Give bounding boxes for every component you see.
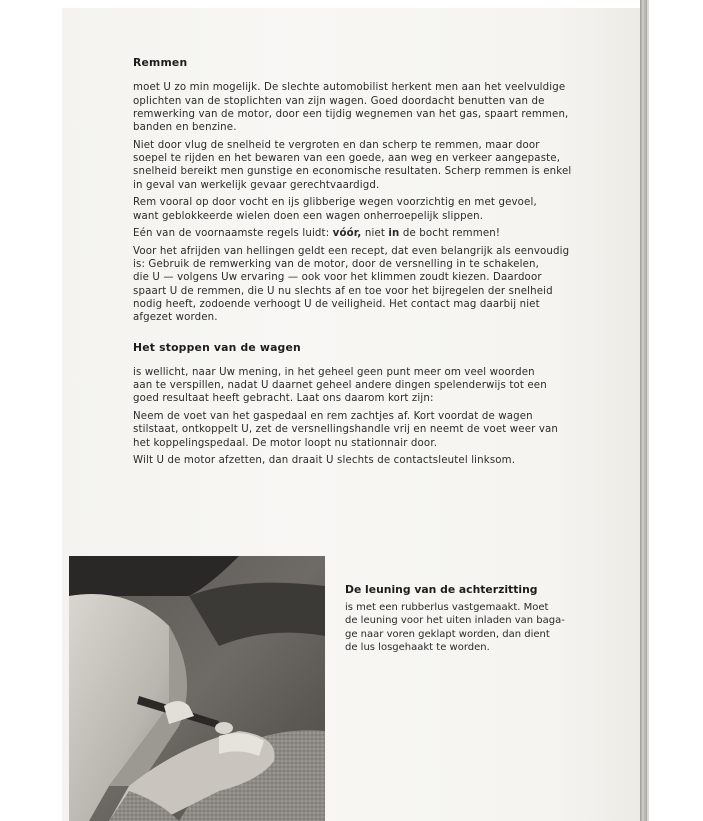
main-text: [133, 56, 593, 472]
text-line: snelheid bereikt men gunstige en economische resultaten. Scherp remmen is enkel: [133, 166, 572, 178]
paragraph: [133, 245, 593, 325]
text-line: is: Gebruik de remwerking van de motor, door de versnelling in te schakelen,: [133, 259, 539, 271]
text-line: remwerking van de motor, door een tijdig wegnemen van het gas, spaart remmen,: [133, 108, 569, 120]
text-line: Niet door vlug de snelheid te vergroten en dan scherp te remmen, maar door: [133, 139, 540, 151]
text-line: het koppelingspedaal. De motor loopt nu stationnair door.: [133, 437, 438, 449]
text-line: Neem de voet van het gaspedaal en rem zachtjes af. Kort voordat de wagen: [133, 411, 533, 423]
caption-heading: De leuning van de achterzitting: [345, 583, 538, 596]
paragraph: [133, 410, 593, 450]
seat-photo: [69, 556, 325, 821]
photo-caption: [345, 583, 595, 655]
rule-paragraph: [133, 227, 593, 240]
caption-line: is met een rubberlus vastgemaakt. Moet: [345, 601, 549, 613]
rule-emphasis: in: [388, 228, 400, 240]
caption-line: ge naar voren geklapt worden, dan dient: [345, 628, 550, 640]
paragraph: [133, 196, 593, 223]
text-line: afgezet worden.: [133, 312, 218, 324]
paragraph: [133, 139, 593, 192]
caption-text: [345, 601, 595, 655]
text-line: die U — volgens Uw ervaring — ook voor het klimmen zoudt kiezen. Daardoor: [133, 272, 542, 284]
rule-text: Eén van de voornaamste regels luidt:: [133, 228, 333, 240]
text-line: Voor het afrijden van hellingen geldt een recept, dat even belangrijk als eenvoudig: [133, 245, 570, 257]
text-line: Wilt U de motor afzetten, dan draait U slechts de contactsleutel linksom.: [133, 455, 516, 467]
heading-stoppen: Het stoppen van de wagen: [133, 340, 301, 354]
caption-line: de lus losgehaakt te worden.: [345, 642, 490, 653]
text-line: soepel te rijden en het bewaren van een goede, aan weg en verkeer aangepaste,: [133, 153, 561, 165]
text-line: banden en benzine.: [133, 122, 237, 134]
page-edge-highlight: [647, 0, 649, 821]
text-line: goed resultaat heeft gebracht. Laat ons daarom kort zijn:: [133, 393, 434, 405]
text-line: aan te verspillen, nadat U daarnet geheel andere dingen spelenderwijs tot een: [133, 380, 547, 392]
paragraph: [133, 81, 593, 134]
text-line: want geblokkeerde wielen doen een wagen onherroepelijk slippen.: [133, 210, 484, 222]
text-line: Rem vooral op door vocht en ijs glibberige wegen voorzichtig en met gevoel,: [133, 197, 537, 209]
text-line: spaart U de remmen, die U nu slechts af en toe voor het bijregelen der snelheid: [133, 285, 553, 297]
text-line: oplichten van de stoplichten van zijn wagen. Goed doordacht benutten van de: [133, 95, 545, 107]
heading-remmen: Remmen: [133, 56, 188, 69]
caption-line: de leuning voor het uiten inladen van baga-: [345, 615, 565, 626]
paragraph: [133, 454, 593, 467]
rule-text: de bocht remmen!: [399, 228, 501, 240]
photo-illustration: [69, 556, 325, 821]
rule-text: niet: [361, 228, 389, 240]
text-line: stilstaat, ontkoppelt U, zet de versnellingshandle vrij en neemt de voet weer van: [133, 424, 559, 436]
text-line: [133, 227, 593, 240]
rule-emphasis: vóór,: [332, 228, 362, 240]
text-line: is wellicht, naar Uw mening, in het geheel geen punt meer om veel woorden: [133, 366, 535, 378]
paragraph: [133, 366, 593, 406]
text-line: nodig heeft, zodoende verhoogt U de veiligheid. Het contact mag daarbij niet: [133, 298, 540, 310]
text-line: moet U zo min mogelijk. De slechte automobilist herkent men aan het veelvuldige: [133, 82, 566, 94]
text-line: in geval van werkelijk gevaar gerechtvaardigd.: [133, 179, 380, 191]
page-edge: [640, 0, 647, 821]
